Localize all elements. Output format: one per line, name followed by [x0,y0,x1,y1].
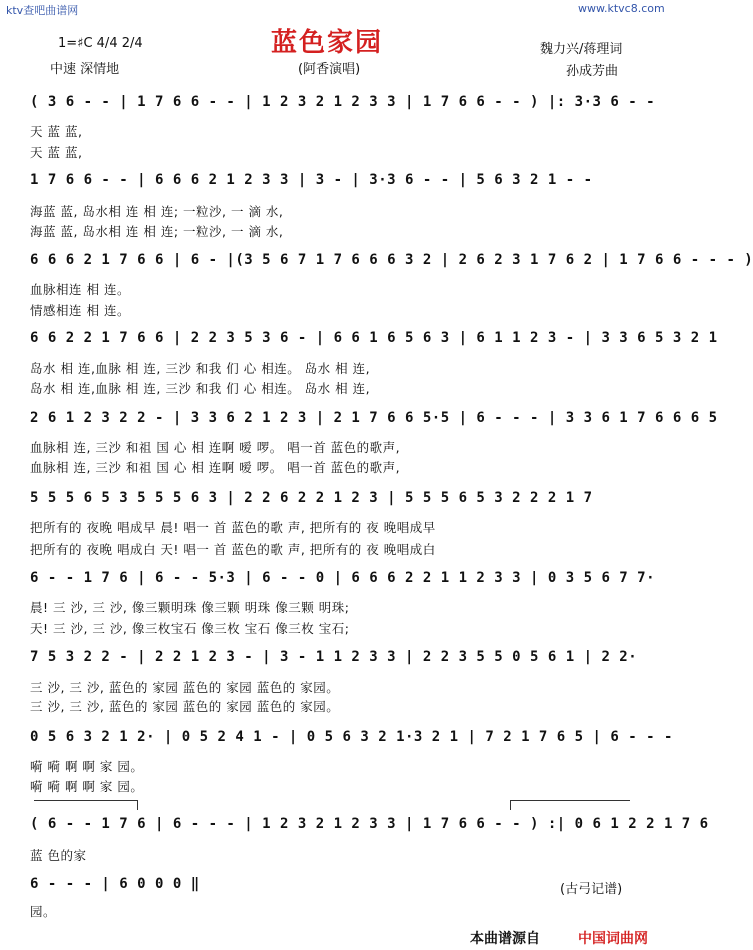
staff-line-5: 2 6 1 2 3 2 2 - | 3 3 6 2 1 2 3 | 2 1 7 6 6 5·5 | 6 - - - | 3 3 6 1 7 6 6 6 5 [30,410,718,426]
staff-line-8: 7 5 3 2 2 - | 2 2 1 2 3 - | 3 - 1 1 2 3 3 | 2 2 3 5 5 0 5 6 1 | 2 2· [30,649,638,665]
key-signature: 1=♯C 4/4 2/4 [58,36,143,51]
lyric-line-2b: 海蓝 蓝, 岛水相 连 相 连; 一粒沙, 一 滴 水, [30,224,284,239]
composer: 孙成芳曲 [566,64,619,79]
lyric-line-10: 蓝 色的家 [30,848,87,863]
staff-line-3: 6 6 6 2 1 7 6 6 | 6 - |(3 5 6 7 1 7 6 6 6 3 2 | 2 6 2 3 1 7 6 2 | 1 7 6 6 - - - ) [30,252,753,268]
volta-bracket-1-end [137,800,138,810]
volta-bracket-1 [34,800,138,801]
lyric-line-7a: 晨! 三 沙, 三 沙, 像三颗明珠 像三颗 明珠 像三颗 明珠; [30,600,350,615]
lyric-line-6a: 把所有的 夜晚 唱成早 晨! 唱一 首 蓝色的歌 声, 把所有的 夜 晚唱成早 [30,520,436,535]
volta-bracket-2 [510,800,630,801]
lyric-line-8b: 三 沙, 三 沙, 蓝色的 家园 蓝色的 家园 蓝色的 家园。 [30,699,340,714]
staff-line-4: 6 6 2 2 1 7 6 6 | 2 2 3 5 3 6 - | 6 6 1 6 5 6 3 | 6 1 1 2 3 - | 3 3 6 5 3 2 1 [30,330,718,346]
footer-source-label: 本曲谱源自 [470,931,540,947]
lyric-line-4b: 岛水 相 连,血脉 相 连, 三沙 和我 们 心 相连。 岛水 相 连, [30,381,371,396]
lyric-line-5b: 血脉相 连, 三沙 和祖 国 心 相 连啊 嗳 啰。 唱一首 蓝色的歌声, [30,460,401,475]
lyric-line-11: 园。 [30,904,57,919]
lyric-line-1b: 天 蓝 蓝, [30,145,83,160]
staff-line-7: 6 - - 1 7 6 | 6 - - 5·3 | 6 - - 0 | 6 6 6 2 2 1 1 2 3 3 | 0 3 5 6 7 7· [30,570,656,586]
tempo-marking: 中速 深情地 [50,62,120,77]
staff-line-2: 1 7 6 6 - - | 6 6 6 2 1 2 3 3 | 3 - | 3·3 6 - - | 5 6 3 2 1 - - [30,172,593,188]
lyric-line-9a: 嗬 嗬 啊 啊 家 园。 [30,759,144,774]
staff-line-10: ( 6 - - 1 7 6 | 6 - - - | 1 2 3 2 1 2 3 3 | 1 7 6 6 - - ) :| 0 6 1 2 2 1 7 6 [30,816,709,832]
lyric-line-7b: 天! 三 沙, 三 沙, 像三枚宝石 像三枚 宝石 像三枚 宝石; [30,621,350,636]
lyric-line-4a: 岛水 相 连,血脉 相 连, 三沙 和我 们 心 相连。 岛水 相 连, [30,361,371,376]
staff-line-1: ( 3 6 - - | 1 7 6 6 - - | 1 2 3 2 1 2 3 3 | 1 7 6 6 - - ) |: 3·3 6 - - [30,94,656,110]
transcriber-note: (古弓记谱) [560,882,623,897]
volta-bracket-2-start [510,800,511,810]
lyricist: 魏力兴/蒋理词 [540,42,623,57]
site-name-left: ktv查吧曲谱网 [6,4,79,17]
lyric-line-5a: 血脉相 连, 三沙 和祖 国 心 相 连啊 嗳 啰。 唱一首 蓝色的歌声, [30,440,401,455]
lyric-line-3a: 血脉相连 相 连。 [30,282,130,297]
lyric-line-1a: 天 蓝 蓝, [30,124,83,139]
singer: (阿香演唱) [298,62,361,77]
lyric-line-9b: 嗬 嗬 啊 啊 家 园。 [30,779,144,794]
lyric-line-6b: 把所有的 夜晚 唱成白 天! 唱一 首 蓝色的歌 声, 把所有的 夜 晚唱成白 [30,542,436,557]
lyric-line-2a: 海蓝 蓝, 岛水相 连 相 连; 一粒沙, 一 滴 水, [30,204,284,219]
lyric-line-3b: 情感相连 相 连。 [30,303,130,318]
staff-line-9: 0 5 6 3 2 1 2· | 0 5 2 4 1 - | 0 5 6 3 2 1·3 2 1 | 7 2 1 7 6 5 | 6 - - - [30,729,673,745]
staff-line-11: 6 - - - | 6 0 0 0 ‖ [30,876,200,892]
song-title: 蓝色家园 [271,28,384,58]
staff-line-6: 5 5 5 6 5 3 5 5 5 6 3 | 2 2 6 2 2 1 2 3 | 5 5 5 6 5 3 2 2 2 1 7 [30,490,593,506]
site-url-right: www.ktvc8.com [578,2,665,15]
footer-site-link[interactable]: 中国词曲网 [578,931,648,947]
lyric-line-8a: 三 沙, 三 沙, 蓝色的 家园 蓝色的 家园 蓝色的 家园。 [30,680,340,695]
